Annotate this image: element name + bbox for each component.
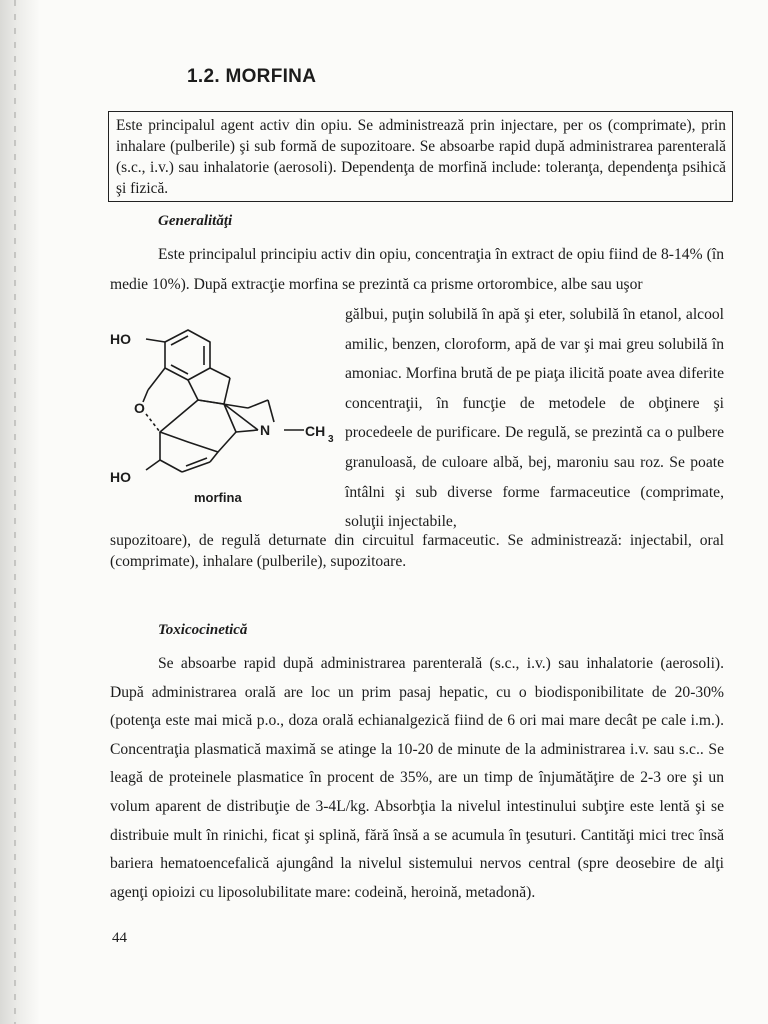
methyl-subscript: 3 xyxy=(328,434,334,445)
page-number: 44 xyxy=(112,930,127,946)
generalitati-paragraph-end: supozitoare), de regulă deturnate din circuitul farmaceutic. Se administrează: injectabil, oral (comprimate), inhalare (pulberile), supozitoare. xyxy=(110,532,724,570)
hydroxyl-top-label: HO xyxy=(110,331,131,347)
generalitati-paragraph-beside-figure: gălbui, puţin solubilă în apă şi eter, solubilă în etanol, alcool amilic, benzen, cloroform, apă de var şi mai greu solubilă în amoniac. Morfina brută de pe piaţa ilicită poate avea diferite concentraţii, în funcţie de metodele de obţinere şi procedeele de purificare. De regulă, se prezintă ca o pulbere granuloasă, de culoare albă, bej, maroniu sau roz. Se poate întâlni şi sub diverse forme farmaceutice (comprimate, soluţii injectabile, xyxy=(345,306,724,531)
toxicocinetica-paragraph: Se absoarbe rapid după administrarea parenterală (s.c., i.v.) sau inhalatorie (aerosoli). După administrarea orală are loc un prim pasaj hepatic, cu o biodisponibilitate de 20-30% (potenţa este mai mică p.o., doza orală echianalgezică fiind de 6 ori mai mare decât pe cale i.m.). Concentraţia plasmatică maximă se atinge la 10-20 de minute de la administrarea i.v. sau s.c.. Se leagă de proteinele plasmatice în procent de 35%, are un timp de înjumătăţire de 2-3 ore şi un volum aparent de distribuţie de 3-4L/kg. Absorbţia la nivelul intestinului subţire este lentă şi se distribuie mult în rinichi, ficat şi splină, fără însă a se acumula în ţesuturi. Cantităţi mici trec însă bariera hematoencefalică ajungând la nivelul sistemului nervos central (spre deosebire de alţi agenţi opioizi cu liposolubilitate mare: codeină, heroină, metadonă). xyxy=(110,655,724,901)
summary-box xyxy=(108,111,733,202)
heading-toxicocinetica: Toxicocinetică xyxy=(158,622,248,638)
summary-text: Este principalul agent activ din opiu. Se administrează prin injectare, per os (comprimate), prin inhalare (pulberile) şi sub formă de supozitoare. Se absoarbe rapid după administrarea parenterală (s.c., i.v.) sau inhalatorie (aerosoli). Dependenţa de morfină include: toleranţa, dependenţa psihică şi fizică. xyxy=(116,117,726,197)
nitrogen-label: N xyxy=(260,422,271,438)
generalitati-paragraph-intro: Este principalul principiu activ din opiu, concentraţia în extract de opiu fiind de 8-14% (în medie 10%). După extracţie morfina se prezintă ca prisme ortorombice, albe sau uşor xyxy=(110,246,724,293)
section-title: 1.2. MORFINA xyxy=(187,66,317,87)
hydroxyl-bottom-label: HO xyxy=(110,469,131,485)
methyl-label: CH xyxy=(305,423,326,439)
oxygen-label: O xyxy=(134,400,145,416)
scanned-page-edge xyxy=(0,0,40,1024)
molecule-bonds xyxy=(143,330,304,472)
heading-generalitati: Generalităţi xyxy=(158,213,233,229)
morphine-structure-figure xyxy=(108,322,343,512)
figure-caption: morfina xyxy=(194,490,242,505)
